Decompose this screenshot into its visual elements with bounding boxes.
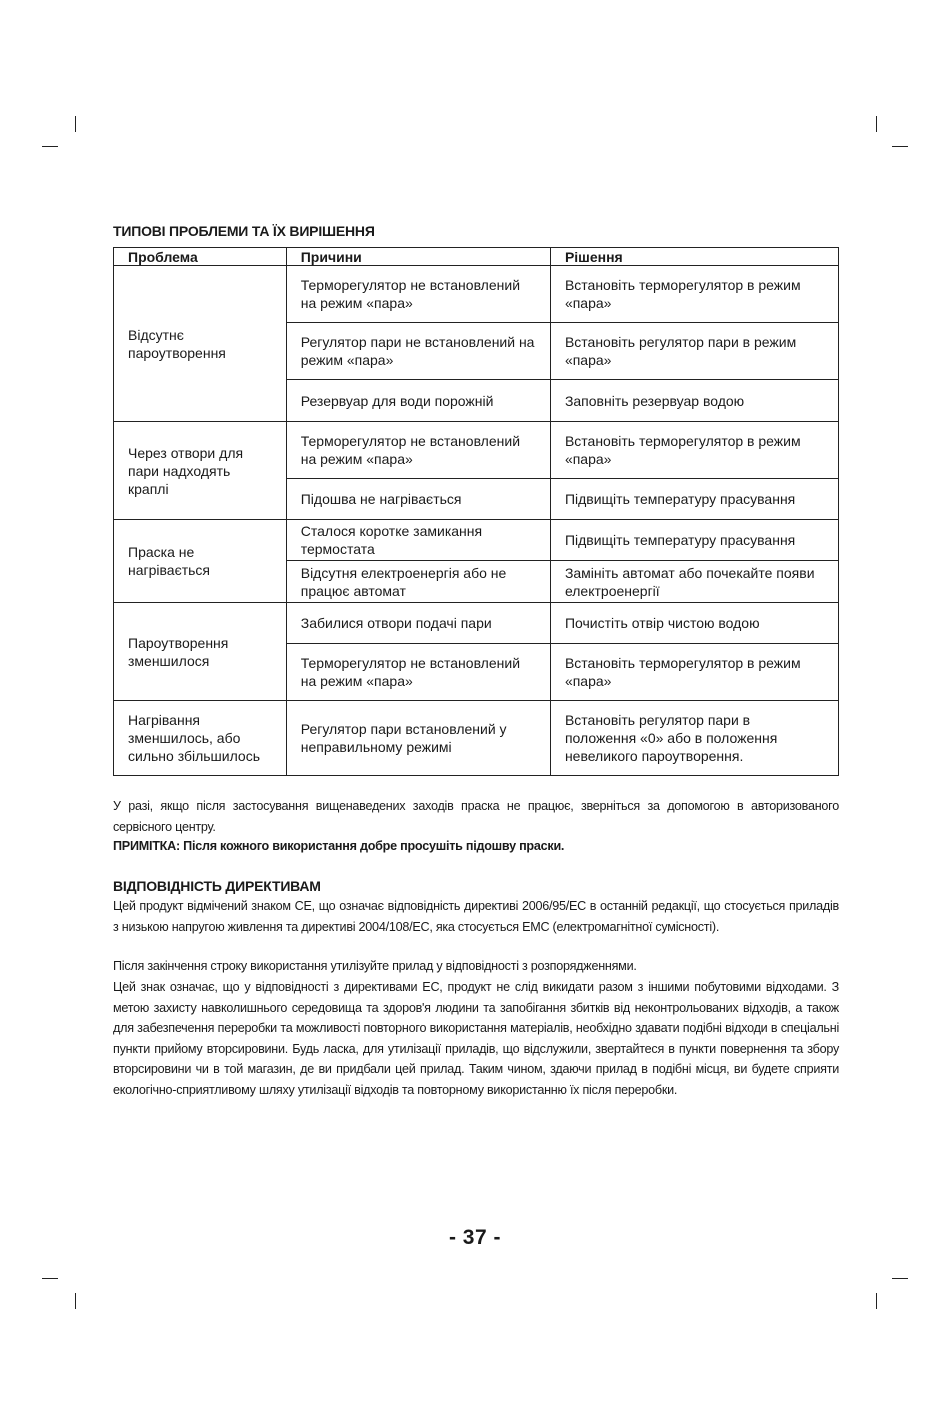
page-number: - 37 - [448,1226,501,1249]
cause-cell: Терморегулятор не встановлений на режим «пара» [286,422,550,479]
problem-cell: Пароутворення зменшилося [114,603,287,701]
problem-cell: Нагрівання зменшилось, або сильно збільшилось [114,701,287,776]
table-row [114,520,839,561]
crop-mark [876,1293,877,1309]
crop-mark [75,116,76,132]
cause-cell: Відсутня електроенергія або не працює автомат [286,561,550,603]
disposal-intro-paragraph: Після закінчення строку використання утилізуйте прилад у відповідності з розпорядженнями. [113,959,637,973]
table-header-row [114,248,839,266]
cause-cell: Сталося коротке замикання термостата [286,520,550,561]
header-causes: Причини [286,248,550,266]
cause-cell: Терморегулятор не встановлений на режим «пара» [286,644,550,701]
solution-cell: Почистіть отвір чистою водою [550,603,838,644]
solution-cell: Встановіть терморегулятор в режим «пара» [550,644,838,701]
section-title: ТИПОВІ ПРОБЛЕМИ ТА ЇХ ВИРІШЕННЯ [113,223,375,239]
disposal-paragraph: Цей знак означає, що у відповідності з директивами ЕС, продукт не слід викидати разом з іншими побутовими відходами. З метою захисту навколишнього середовища та здоров'я людини та запобігання збитків від неконтрольованих відходів, а також для забезпечення переробки та можливості повторного використання матеріалів, необхідно здавати подібні відходи в спеціальні пункти прийому вторсировини. Будь ласка, для утилізації приладів, що відслужили, звертайтеся в пункти повернення та збору вторсировини чи в той магазин, де ви придбали цей прилад. Таким чином, здаючи прилад в подібні місця, ви будете сприяти екологічно-сприятливому шляху утилізації відходів та повторному використанню їх після переробки. [113,980,839,1097]
crop-mark [892,1278,908,1279]
solution-cell: Підвищіть температуру прасування [550,520,838,561]
problem-cell: Праска не нагрівається [114,520,287,603]
crop-mark [876,116,877,132]
cause-cell: Забилися отвори подачі пари [286,603,550,644]
solution-cell: Встановіть терморегулятор в режим «пара» [550,422,838,479]
table-row [114,422,839,479]
cause-cell: Підошва не нагрівається [286,479,550,520]
table-row [114,603,839,644]
solution-cell: Встановіть регулятор пари в режим «пара» [550,323,838,380]
solution-cell: Встановіть терморегулятор в режим «пара» [550,266,838,323]
table-row [114,701,839,776]
cause-cell: Регулятор пари не встановлений на режим «пара» [286,323,550,380]
directive-title: ВІДПОВІДНІСТЬ ДИРЕКТИВАМ [113,878,321,894]
cause-cell: Резервуар для води порожній [286,380,550,422]
crop-mark [42,1278,58,1279]
cause-cell: Регулятор пари встановлений у неправильному режимі [286,701,550,776]
directive-paragraph: Цей продукт відмічений знаком СЕ, що означає відповідність директиві 2006/95/ЕС в останній редакції, що стосується приладів з низькою напругою живлення та директиві 2004/108/ЕС, яка стосується ЕМС (електромагнітної сумісності). [113,899,839,934]
table-row [114,266,839,323]
solution-cell: Замініть автомат або почекайте появи електроенергії [550,561,838,603]
cause-cell: Терморегулятор не встановлений на режим «пара» [286,266,550,323]
crop-mark [892,146,908,147]
problem-cell: Відсутнє пароутворення [114,266,287,422]
solution-cell: Встановіть регулятор пари в положення «0» або в положення невеликого пароутворення. [550,701,838,776]
crop-mark [75,1293,76,1309]
problem-cell: Через отвори для пари надходять краплі [114,422,287,520]
troubleshooting-table [113,247,839,776]
solution-cell: Заповніть резервуар водою [550,380,838,422]
note-paragraph: ПРИМІТКА: Після кожного використання добре просушіть підошву праски. [113,839,565,853]
crop-mark [42,146,58,147]
header-solution: Рішення [550,248,838,266]
header-problem: Проблема [114,248,287,266]
solution-cell: Підвищіть температуру прасування [550,479,838,520]
service-paragraph: У разі, якщо після застосування вищенаведених заходів праска не працює, зверніться за допомогою в авторизованого сервісного центру. [113,799,839,834]
